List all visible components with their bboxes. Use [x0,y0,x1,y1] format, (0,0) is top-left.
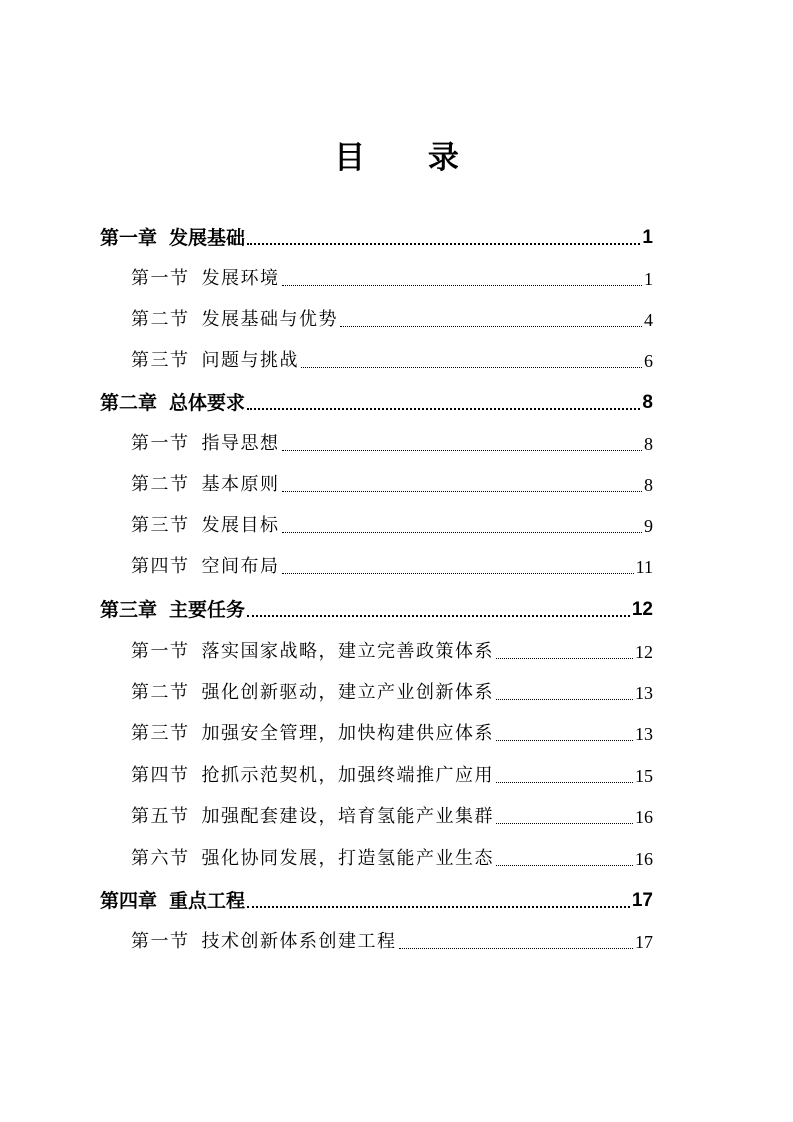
entry-title: 基本原则 [201,474,280,495]
entry-number: 第四节 [131,765,190,786]
page-number: 8 [642,392,653,413]
entry-title: 发展目标 [201,515,280,536]
entry-number: 第三节 [131,350,190,371]
page-number: 17 [635,932,653,952]
toc-entry[interactable] [131,676,653,706]
page-number: 15 [635,766,653,786]
dot-leader [340,326,642,327]
entry-number: 第三节 [131,515,190,536]
toc-entry[interactable] [100,884,653,914]
entry-number: 第三章 [100,599,158,621]
page-number: 16 [635,849,653,869]
toc-entry[interactable] [131,262,653,292]
dot-leader [247,615,630,617]
toc-entry[interactable] [100,593,653,623]
page-number: 9 [644,516,653,536]
entry-title: 技术创新体系创建工程 [201,931,397,952]
toc-entry[interactable] [131,344,653,374]
page-number: 8 [644,434,653,454]
dot-leader [247,243,640,245]
page-number: 1 [644,269,653,289]
entry-number: 第四章 [100,890,158,912]
dot-leader [496,699,633,700]
toc-entry[interactable] [131,635,653,665]
dot-leader [282,285,643,286]
dot-leader [282,491,643,492]
toc-entry[interactable] [100,386,653,416]
page-number: 1 [642,227,653,248]
entry-title: 发展基础与优势 [201,309,338,330]
toc-entry[interactable] [131,550,653,580]
entry-title: 总体要求 [169,392,246,414]
entry-title: 加强安全管理，加快构建供应体系 [201,723,494,744]
entry-number: 第三节 [131,723,190,744]
dot-leader [247,408,640,410]
entry-number: 第一节 [131,931,190,952]
toc-entry[interactable] [131,925,653,955]
toc-entry[interactable] [131,468,653,498]
dot-leader [496,865,633,866]
dot-leader [282,532,643,533]
dot-leader [301,367,642,368]
toc-entry[interactable] [131,800,653,830]
entry-title: 发展环境 [201,268,280,289]
page-number: 11 [635,557,653,577]
entry-title: 强化创新驱动，建立产业创新体系 [201,682,494,703]
toc-entry[interactable] [131,509,653,539]
toc-entry[interactable] [131,759,653,789]
entry-title: 发展基础 [169,227,246,249]
entry-title: 空间布局 [201,556,280,577]
entry-title: 强化协同发展，打造氢能产业生态 [201,848,494,869]
entry-title: 重点工程 [169,890,246,912]
entry-number: 第四节 [131,556,190,577]
entry-number: 第一节 [131,433,190,454]
dot-leader [496,823,633,824]
entry-title: 落实国家战略，建立完善政策体系 [201,641,494,662]
toc-entry[interactable] [131,427,653,457]
page-number: 6 [644,351,653,371]
dot-leader [496,782,633,783]
toc-entry[interactable] [131,717,653,747]
toc-entry[interactable] [100,221,653,251]
entry-number: 第二节 [131,682,190,703]
entry-number: 第二章 [100,392,158,414]
entry-number: 第六节 [131,848,190,869]
page-number: 12 [635,642,653,662]
entry-title: 主要任务 [169,599,246,621]
page-number: 8 [644,475,653,495]
entry-title: 加强配套建设，培育氢能产业集群 [201,806,494,827]
entry-number: 第五节 [131,806,190,827]
entry-number: 第二节 [131,309,190,330]
dot-leader [496,740,633,741]
dot-leader [496,658,633,659]
entry-number: 第一节 [131,268,190,289]
entry-number: 第一节 [131,641,190,662]
entry-title: 抢抓示范契机，加强终端推广应用 [201,765,494,786]
entry-title: 问题与挑战 [201,350,299,371]
entry-title: 指导思想 [201,433,280,454]
dot-leader [399,948,634,949]
dot-leader [282,450,643,451]
page-number: 17 [631,890,653,911]
page-number: 13 [635,724,653,744]
toc-entry[interactable] [131,842,653,872]
page-number: 4 [644,310,653,330]
entry-number: 第一章 [100,227,158,249]
entry-number: 第二节 [131,474,190,495]
page-number: 12 [631,599,653,620]
page-title: 目 录 [334,140,485,176]
page-number: 16 [635,807,653,827]
toc-entry[interactable] [131,303,653,333]
dot-leader [247,906,630,908]
page-number: 13 [635,683,653,703]
dot-leader [282,573,634,574]
